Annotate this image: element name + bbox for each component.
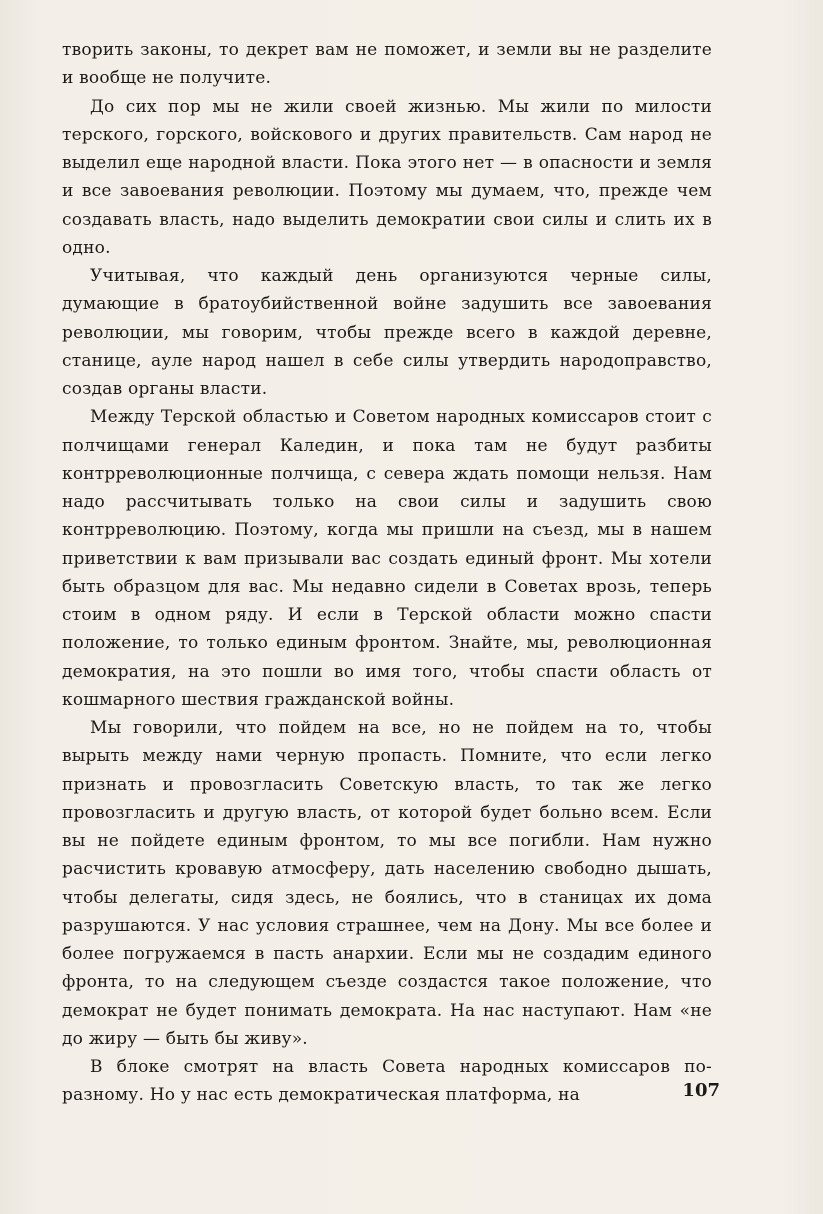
paragraph-3: Учитывая, что каждый день организуются черные силы, думающие в братоубийственной войне задушить все завоевания революции, мы говорим, чтобы прежде всего в каждой деревне, станице, ауле народ нашел в себе силы утвердить народоправство, создав органы власти.	[62, 266, 712, 399]
paragraph-5: Мы говорили, что пойдем на все, но не пойдем на то, чтобы вырыть между нами черную пропасть. Помните, что если легко признать и провозгласить Советскую власть, то так же легко провозгласить и другую власть, от которой будет больно всем. Если вы не пойдете единым фронтом, то мы все погибли. Нам нужно расчистить кровавую атмосферу, дать населению свободно дышать, чтобы делегаты, сидя здесь, не боялись, что в станицах их дома разрушаются. У нас условия страшнее, чем на Дону. Мы все более и более погружаемся в пасть анархии. Если мы не создадим единого фронта, то на следующем съезде создастся такое положение, что демократ не будет понимать демократа. На нас наступают. Нам «не до жиру — быть бы живу».	[62, 718, 712, 1049]
paragraph-4: Между Терской областью и Советом народных комиссаров стоит с полчищами генерал Каледин, и пока там не будут разбиты контрреволюционные полчища, с севера ждать помощи нельзя. Нам надо рассчитывать только на свои силы и задушить свою контрреволюцию. Поэтому, когда мы пришли на съезд, мы в нашем приветствии к вам призывали вас создать единый фронт. Мы хотели быть образцом для вас. Мы недавно сидели в Советах врозь, теперь стоим в одном ряду. И если в Терской области можно спасти положение, то только единым фронтом. Знайте, мы, революционная демократия, на это пошли во имя того, чтобы спасти область от кошмарного шествия гражданской войны.	[62, 407, 712, 710]
page-number: 107	[682, 1080, 720, 1101]
paragraph-1: творить законы, то декрет вам не поможет, и земли вы не разделите и вообще не получите.	[62, 40, 712, 89]
paragraph-2: До сих пор мы не жили своей жизнью. Мы жили по милости терского, горского, войскового и других правительств. Сам народ не выделил еще народной власти. Пока этого нет — в опасности и земля и все завоевания революции. Поэтому мы думаем, что, прежде чем создавать власть, надо выделить демократии свои силы и слить их в одно.	[62, 96, 712, 258]
paragraph-6: В блоке смотрят на власть Совета народных комиссаров по-разному. Но у нас есть демократическая платформа, на	[62, 1057, 712, 1106]
body-text	[62, 36, 712, 1110]
